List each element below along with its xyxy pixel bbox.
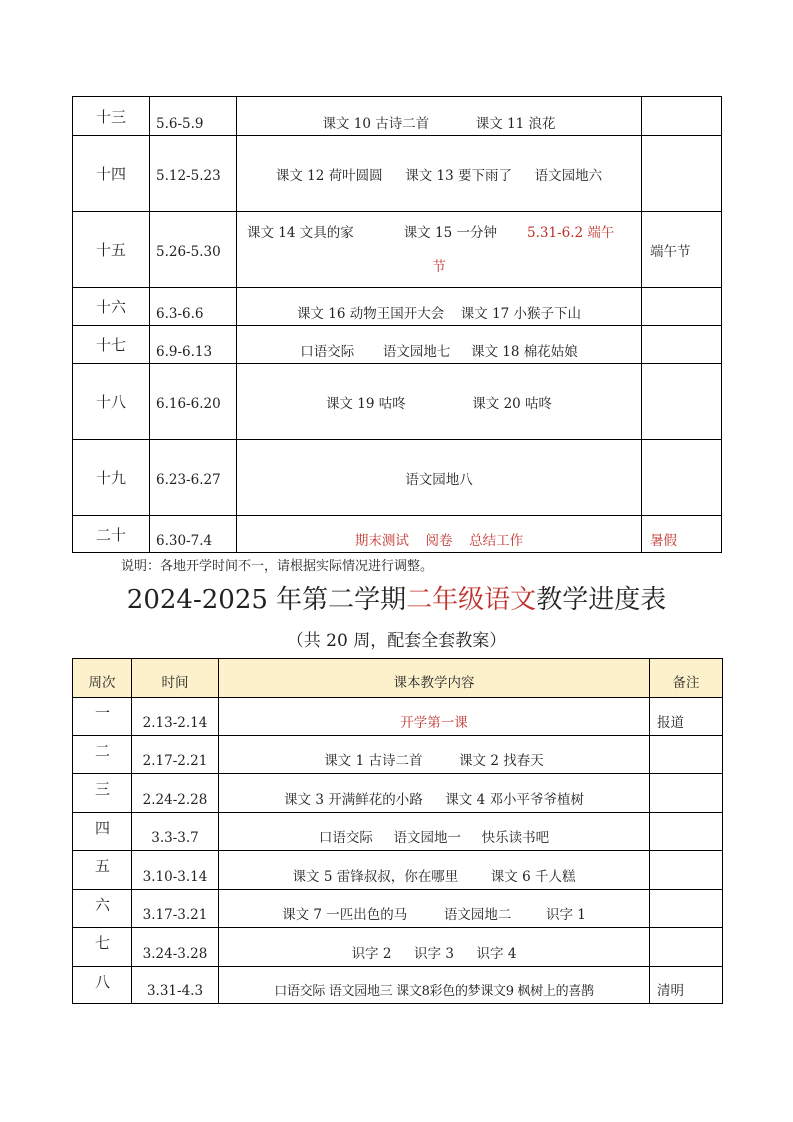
schedule-table: [72, 658, 723, 1004]
content-cell: 课文 7 一匹出色的马 语文园地二 识字 1: [219, 890, 650, 928]
table-row: [73, 813, 723, 851]
note-cell: [650, 928, 723, 967]
time-cell: 6.9-6.13: [150, 326, 237, 364]
content-cell: 口语交际 语文园地一 快乐读书吧: [219, 813, 650, 851]
note-cell: 报道: [650, 698, 723, 736]
week-cell: 十五: [73, 212, 150, 288]
time-cell: 6.16-6.20: [150, 364, 237, 440]
time-cell: 2.13-2.14: [132, 698, 219, 736]
note-cell: [650, 890, 723, 928]
table-row: [73, 97, 722, 136]
content-cell: 开学第一课: [219, 698, 650, 736]
time-cell: 6.3-6.6: [150, 288, 237, 326]
table-header-row: [73, 659, 723, 698]
content-cell: 课文 12 荷叶圆圆 课文 13 要下雨了 语文园地六: [237, 136, 642, 212]
week-cell: 七: [73, 928, 132, 967]
time-cell: 5.26-5.30: [150, 212, 237, 288]
table-row: [73, 774, 723, 813]
time-cell: 5.6-5.9: [150, 97, 237, 136]
table-row: [73, 326, 722, 364]
table-row: [73, 928, 723, 967]
note-cell: [650, 813, 723, 851]
note-cell: [642, 364, 722, 440]
time-cell: 6.30-7.4: [150, 516, 237, 553]
note-cell: 清明: [650, 967, 723, 1004]
table-row: [73, 516, 722, 553]
content-cell: 课文 1 古诗二首 课文 2 找春天: [219, 736, 650, 774]
note-cell: [642, 440, 722, 516]
week-cell: 二十: [73, 516, 150, 553]
week-cell: 十四: [73, 136, 150, 212]
note-cell: [650, 736, 723, 774]
time-cell: 2.17-2.21: [132, 736, 219, 774]
content-cell: 课文 19 咕咚 课文 20 咕咚: [237, 364, 642, 440]
table-row: [73, 698, 723, 736]
header-week: 周次: [73, 659, 132, 698]
week-cell: 十六: [73, 288, 150, 326]
title-highlight: 二年级语文: [406, 585, 537, 615]
week-cell: 三: [73, 774, 132, 813]
content-cell: 口语交际 语文园地七 课文 18 棉花姑娘: [237, 326, 642, 364]
time-cell: 6.23-6.27: [150, 440, 237, 516]
schedule-table-continued: [72, 96, 722, 553]
content-cell: 课文 10 古诗二首 课文 11 浪花: [237, 97, 642, 136]
note-cell: [650, 851, 723, 890]
content-cell: 期末测试 阅卷 总结工作: [237, 516, 642, 553]
week-cell: 八: [73, 967, 132, 1004]
content-cell: 口语交际 语文园地三 课文8彩色的梦课文9 枫树上的喜鹊: [219, 967, 650, 1004]
table-row: [73, 967, 723, 1004]
note-cell: [642, 326, 722, 364]
table-row: [73, 136, 722, 212]
header-note: 备注: [650, 659, 723, 698]
time-cell: 3.3-3.7: [132, 813, 219, 851]
table-row: [73, 851, 723, 890]
time-cell: 3.17-3.21: [132, 890, 219, 928]
table-row: [73, 736, 723, 774]
week-cell: 二: [73, 736, 132, 774]
table-row: [73, 212, 722, 288]
time-cell: 3.10-3.14: [132, 851, 219, 890]
note-cell: 端午节: [642, 212, 722, 288]
content-cell: 语文园地八: [237, 440, 642, 516]
note-cell: [650, 774, 723, 813]
content-cell: 课文 3 开满鲜花的小路 课文 4 邓小平爷爷植树: [219, 774, 650, 813]
time-cell: 3.31-4.3: [132, 967, 219, 1004]
week-cell: 十三: [73, 97, 150, 136]
content-cell: 课文 5 雷锋叔叔，你在哪里 课文 6 千人糕: [219, 851, 650, 890]
week-cell: 四: [73, 813, 132, 851]
week-cell: 五: [73, 851, 132, 890]
holiday-highlight: 5.31-6.2 端午: [527, 224, 615, 241]
week-cell: 一: [73, 698, 132, 736]
time-cell: 3.24-3.28: [132, 928, 219, 967]
content-cell: 课文 16 动物王国开大会 课文 17 小猴子下山: [237, 288, 642, 326]
page-title: 2024-2025 年第二学期二年级语文教学进度表: [126, 585, 667, 615]
week-cell: 六: [73, 890, 132, 928]
content-cell: 识字 2 识字 3 识字 4: [219, 928, 650, 967]
note-cell: [642, 136, 722, 212]
week-cell: 十九: [73, 440, 150, 516]
table-row: [73, 440, 722, 516]
table-row: [73, 364, 722, 440]
time-cell: 5.12-5.23: [150, 136, 237, 212]
note-cell: 暑假: [642, 516, 722, 553]
table-row: [73, 288, 722, 326]
content-cell: 课文 14 文具的家 课文 15 一分钟 5.31-6.2 端午 节: [237, 212, 642, 288]
week-cell: 十七: [73, 326, 150, 364]
week-cell: 十八: [73, 364, 150, 440]
header-time: 时间: [132, 659, 219, 698]
header-content: 课本教学内容: [219, 659, 650, 698]
page-subtitle: （共 20 周，配套全套教案）: [286, 631, 507, 651]
table-row: [73, 890, 723, 928]
note-cell: [642, 288, 722, 326]
adjustment-note: 说明：各地开学时间不一，请根据实际情况进行调整。: [121, 559, 434, 574]
time-cell: 2.24-2.28: [132, 774, 219, 813]
note-cell: [642, 97, 722, 136]
